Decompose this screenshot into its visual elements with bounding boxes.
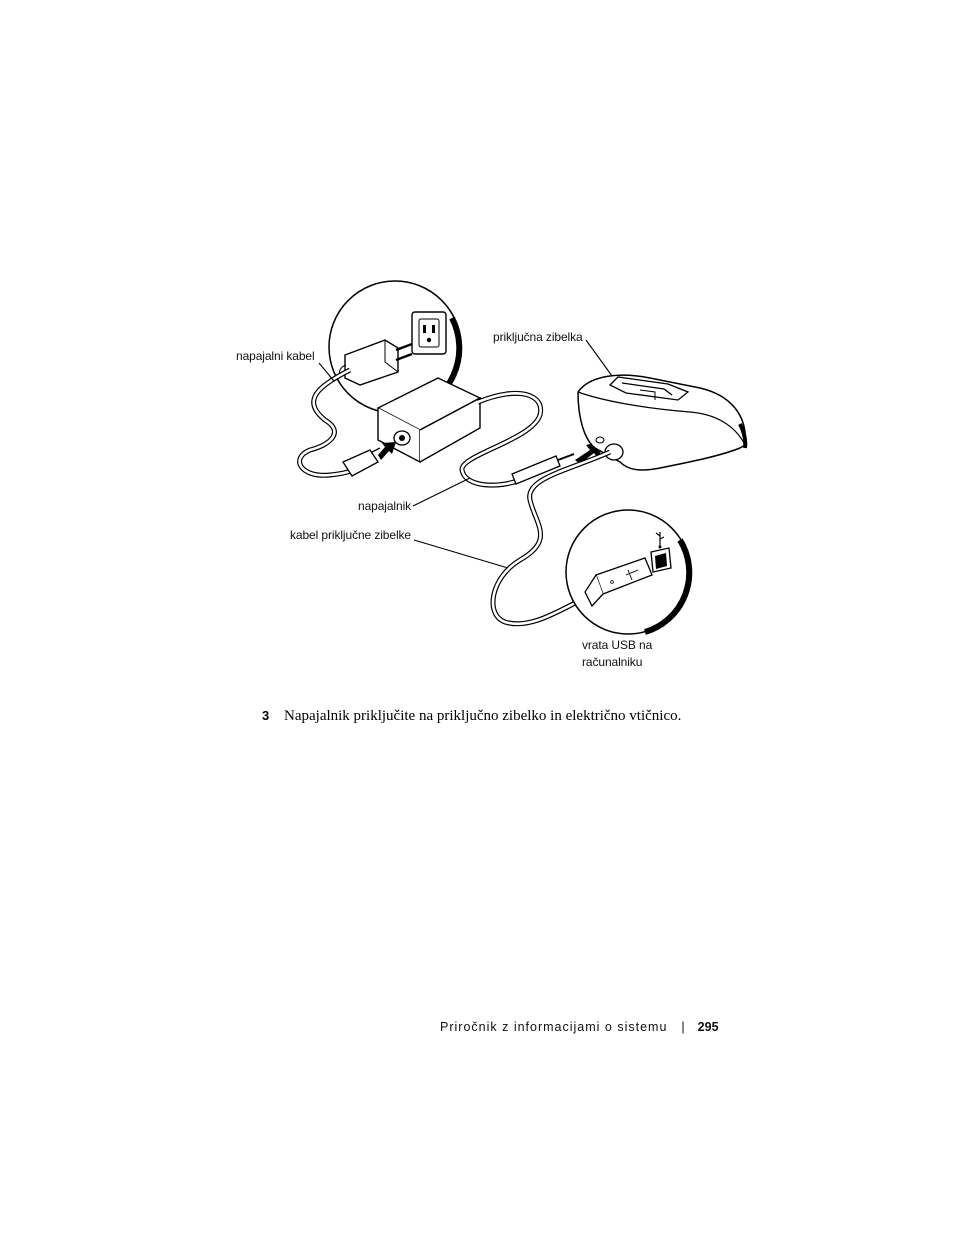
usb-port-magnifier [566,510,690,634]
step-text: Napajalnik priključite na priključno zibelko in električno vtičnico. [284,708,682,724]
footer-title: Priročnik z informacijami o sistemu [440,1020,668,1034]
label-adapter: napajalnik [358,499,412,513]
label-power-cable: napajalni kabel [236,349,315,363]
page-number: 295 [697,1020,719,1034]
footer-separator: | [681,1020,686,1034]
step-number: 3 [262,708,270,723]
label-dock: priključna zibelka [493,330,583,344]
label-dock-cable: kabel priključne zibelke [290,528,411,542]
label-usb-port-line1: vrata USB na [582,638,653,652]
label-usb-port-line2: računalniku [582,655,643,669]
page-footer [440,1020,719,1034]
instruction-step [262,708,681,725]
